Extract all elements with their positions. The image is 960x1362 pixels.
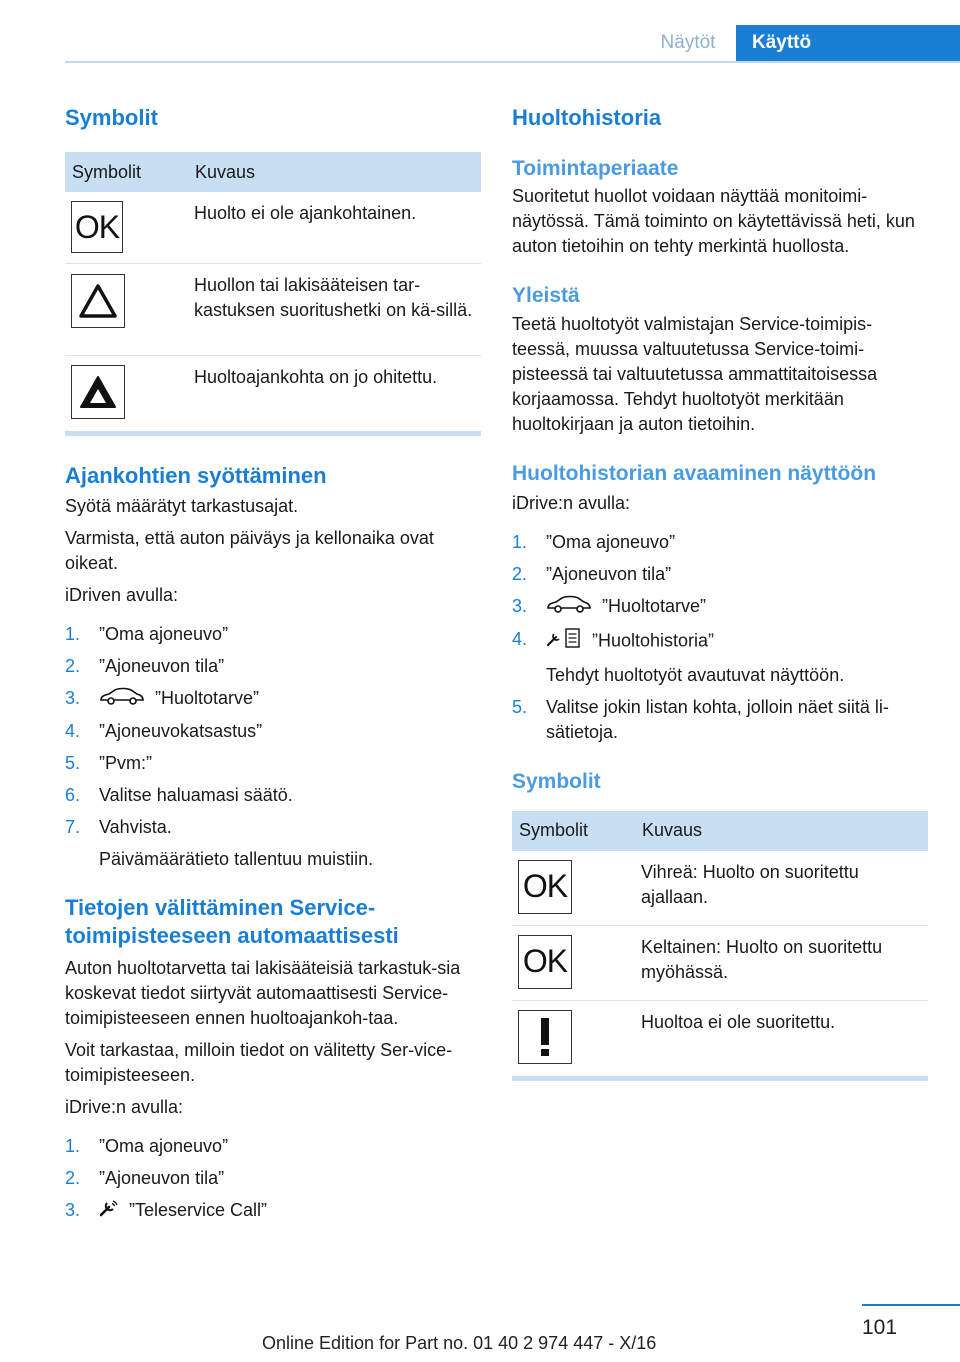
row-description: Vihreä: Huolto on suoritettu ajallaan. — [634, 851, 928, 926]
table-header-symbol: Symbolit — [512, 811, 634, 851]
table-end-rule — [512, 1076, 928, 1081]
dates-paragraph-2: Varmista, että auton päiväys ja kellonaika ovat oikeat. — [65, 528, 434, 573]
page-number: 101 — [862, 1316, 898, 1339]
warning-triangle-filled-icon — [71, 365, 125, 419]
list-item: 6. Valitse haluamasi säätö. — [65, 784, 293, 805]
transfer-paragraph-2: Voit tarkastaa, milloin tiedot on välitetty Ser-vice-toimipisteeseen. — [65, 1039, 453, 1085]
table-header-symbol: Symbolit — [65, 152, 187, 192]
transfer-paragraph-3: iDrive:n avulla: — [65, 1096, 184, 1117]
row-description: Keltainen: Huolto on suoritettu myöhässä. — [634, 925, 928, 1000]
car-icon — [546, 595, 592, 620]
principle-paragraph: Suoritetut huollot voidaan näyttää monitoimi-näytössä. Tämä toiminto on käytettävissä heti, kun auton tietoihin on tehty merkintä huollosta. — [512, 186, 915, 256]
header-rule — [65, 61, 960, 63]
list-item: 5. Valitse jokin listan kohta, jolloin näet siitä li-sätietoja. — [512, 696, 889, 742]
list-item: 4. ”Ajoneuvokatsastus” — [65, 720, 263, 741]
symbols-heading: Symbolit — [65, 105, 158, 130]
exclamation-icon — [518, 1010, 572, 1064]
tab-naytot[interactable]: Näytöt — [660, 32, 716, 53]
list-item: 2. ”Ajoneuvon tila” — [512, 564, 672, 584]
transfer-paragraph-1: Auton huoltotarvetta tai lakisääteisiä tarkastuk-sia koskevat tiedot siirtyvät automaattisesti Service-toimipisteeseen ennen huoltoajankoh-taa. — [65, 957, 461, 1028]
list-item: 4. ”Huoltohistoria” — [512, 627, 928, 656]
row-description: Huollon tai lakisääteisen tar-kastuksen suoritushetki on kä-sillä. — [187, 264, 481, 356]
list-item: 2. ”Ajoneuvon tila” — [65, 656, 225, 676]
list-item: 7. Vahvista. — [65, 816, 172, 837]
transfer-steps — [65, 1134, 481, 1224]
row-description: Huolto ei ole ajankohtainen. — [187, 192, 481, 264]
history-heading: Huoltohistoria — [512, 105, 662, 130]
tab-kaytto[interactable]: Käyttö — [736, 25, 960, 61]
list-item: 1. ”Oma ajoneuvo” — [65, 1135, 229, 1156]
open-steps-continued — [512, 695, 928, 745]
symbols-table-2 — [512, 811, 928, 1076]
car-icon — [99, 687, 145, 712]
list-item: 3. ”Teleservice Call” — [65, 1198, 481, 1224]
principle-heading: Toimintaperiaate — [512, 157, 679, 180]
symbols-heading-2: Symbolit — [512, 769, 601, 793]
open-steps — [512, 530, 928, 656]
edition-text: Online Edition for Part no. 01 40 2 974 447 - X/16 — [262, 1333, 657, 1353]
table-row — [65, 356, 481, 432]
wrench-signal-icon — [99, 1199, 119, 1224]
table-row — [65, 192, 481, 264]
footer-rule — [862, 1304, 960, 1306]
list-item: 2. ”Ajoneuvon tila” — [65, 1167, 225, 1188]
general-paragraph: Teetä huoltotyöt valmistajan Service-toimipis-teessä, muussa valtuutetussa Service-toimi-pisteessä tai valtuutetussa ammattitaitoisessa korjaamossa. Tehdyt huoltotyöt merkitään huoltokirjaan ja auton tietoihin. — [512, 314, 878, 434]
table-header-description: Kuvaus — [187, 152, 481, 192]
row-description: Huoltoajankohta on jo ohitettu. — [194, 367, 438, 387]
ok-icon: OK — [71, 201, 123, 253]
table-row — [65, 264, 481, 356]
table-header-description: Kuvaus — [634, 811, 928, 851]
row-description: Huoltoa ei ole suoritettu. — [641, 1011, 836, 1032]
list-item: 3. ”Huoltotarve” — [65, 686, 481, 712]
warning-triangle-icon — [71, 274, 125, 328]
service-history-icon — [546, 627, 582, 656]
list-item: 1. ”Oma ajoneuvo” — [65, 624, 229, 644]
dates-paragraph-1: Syötä määrätyt tarkastusajat. — [65, 496, 299, 516]
transfer-heading: Tietojen välittäminen Service-toimipisteeseen automaattisesti — [65, 894, 399, 948]
list-item: 5. ”Pvm:” — [65, 752, 152, 773]
dates-result: Päivämäärätieto tallentuu muistiin. — [99, 848, 374, 869]
dates-steps — [65, 622, 481, 840]
general-heading: Yleistä — [512, 284, 580, 307]
table-end-rule — [65, 431, 481, 436]
dates-heading: Ajankohtien syöttäminen — [65, 463, 327, 488]
ok-icon: OK — [518, 860, 572, 914]
table-row — [512, 925, 928, 1000]
left-column — [65, 100, 481, 1231]
open-paragraph: iDrive:n avulla: — [512, 493, 631, 513]
open-result: Tehdyt huoltotyöt avautuvat näyttöön. — [546, 664, 845, 685]
table-row — [512, 851, 928, 926]
table-row — [512, 1000, 928, 1076]
open-heading: Huoltohistorian avaaminen näyttöön — [512, 462, 877, 485]
list-item: 3. ”Huoltotarve” — [512, 594, 928, 620]
dates-paragraph-3: iDriven avulla: — [65, 585, 179, 605]
right-column — [512, 100, 928, 1081]
list-item: 1. ”Oma ajoneuvo” — [512, 532, 676, 552]
symbols-table — [65, 152, 481, 431]
ok-icon: OK — [518, 935, 572, 989]
